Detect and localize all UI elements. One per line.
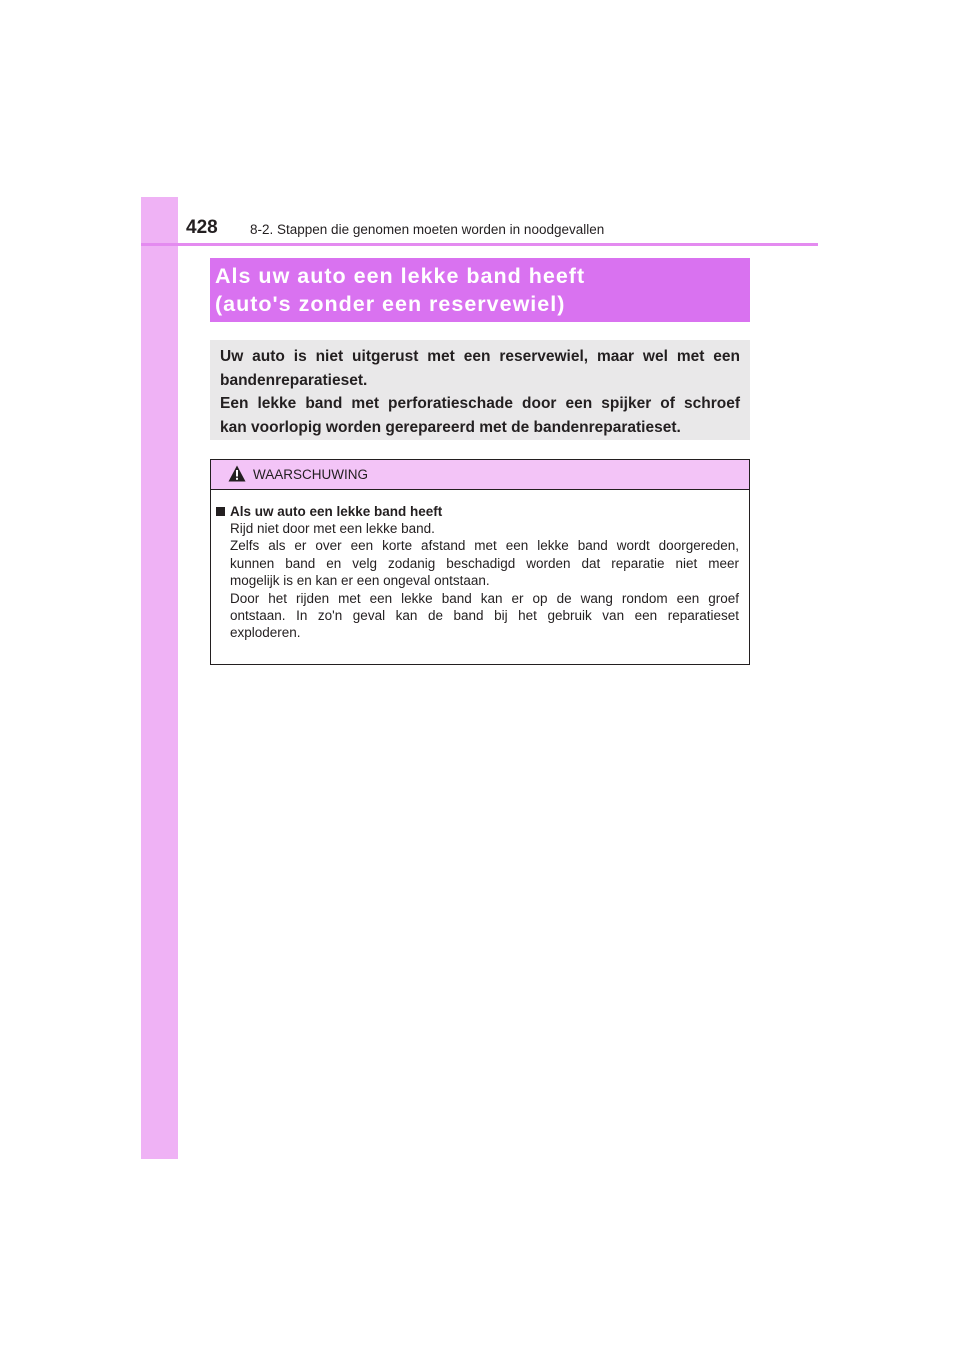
page-number: 428 [186, 217, 218, 238]
intro-line-3: Een lekke band met perforatieschade door een spijker of schroef [220, 395, 740, 412]
warning-box [210, 459, 750, 665]
warning-line-1: Rijd niet door met een lekke band. [230, 521, 435, 536]
warning-subheading [216, 503, 739, 520]
warning-line-5: Door het rijden met een lekke band kan er op de wang rondom een groef [230, 590, 739, 606]
intro-line-4: kan voorlopig worden gerepareerd met de bandenreparatieset. [220, 418, 681, 436]
intro-line-2: bandenreparatieset. [220, 371, 368, 389]
warning-label: WAARSCHUWING [253, 467, 368, 482]
intro-line-1: Uw auto is niet uitgerust met een reservewiel, maar wel met een [220, 348, 740, 365]
warning-line-4: mogelijk is en kan er een ongeval ontstaan. [230, 573, 490, 589]
warning-body [211, 490, 749, 642]
warning-line-6: ontstaan. In zo'n geval kan de band bij het gebruik van een reparatieset [230, 608, 739, 624]
intro-box [210, 340, 750, 440]
warning-paragraph [216, 520, 739, 642]
warning-subheading-text: Als uw auto een lekke band heeft [230, 504, 443, 519]
title-line-2: (auto's zonder een reservewiel) [215, 292, 566, 316]
title-box [210, 258, 750, 322]
square-bullet-icon [216, 507, 225, 516]
warning-line-3: kunnen band en velg zodanig beschadigd worden dat reparatie niet meer [230, 555, 739, 571]
warning-line-7: exploderen. [230, 625, 301, 641]
warning-line-2: Zelfs als er over een korte afstand met een lekke band wordt doorgereden, [230, 538, 739, 554]
side-strip [141, 197, 178, 1159]
warning-header [211, 460, 749, 490]
warning-triangle-icon [228, 465, 246, 482]
title-line-1: Als uw auto een lekke band heeft [215, 264, 586, 288]
section-header: 8-2. Stappen die genomen moeten worden in noodgevallen [250, 222, 605, 237]
header-rule [141, 243, 818, 246]
